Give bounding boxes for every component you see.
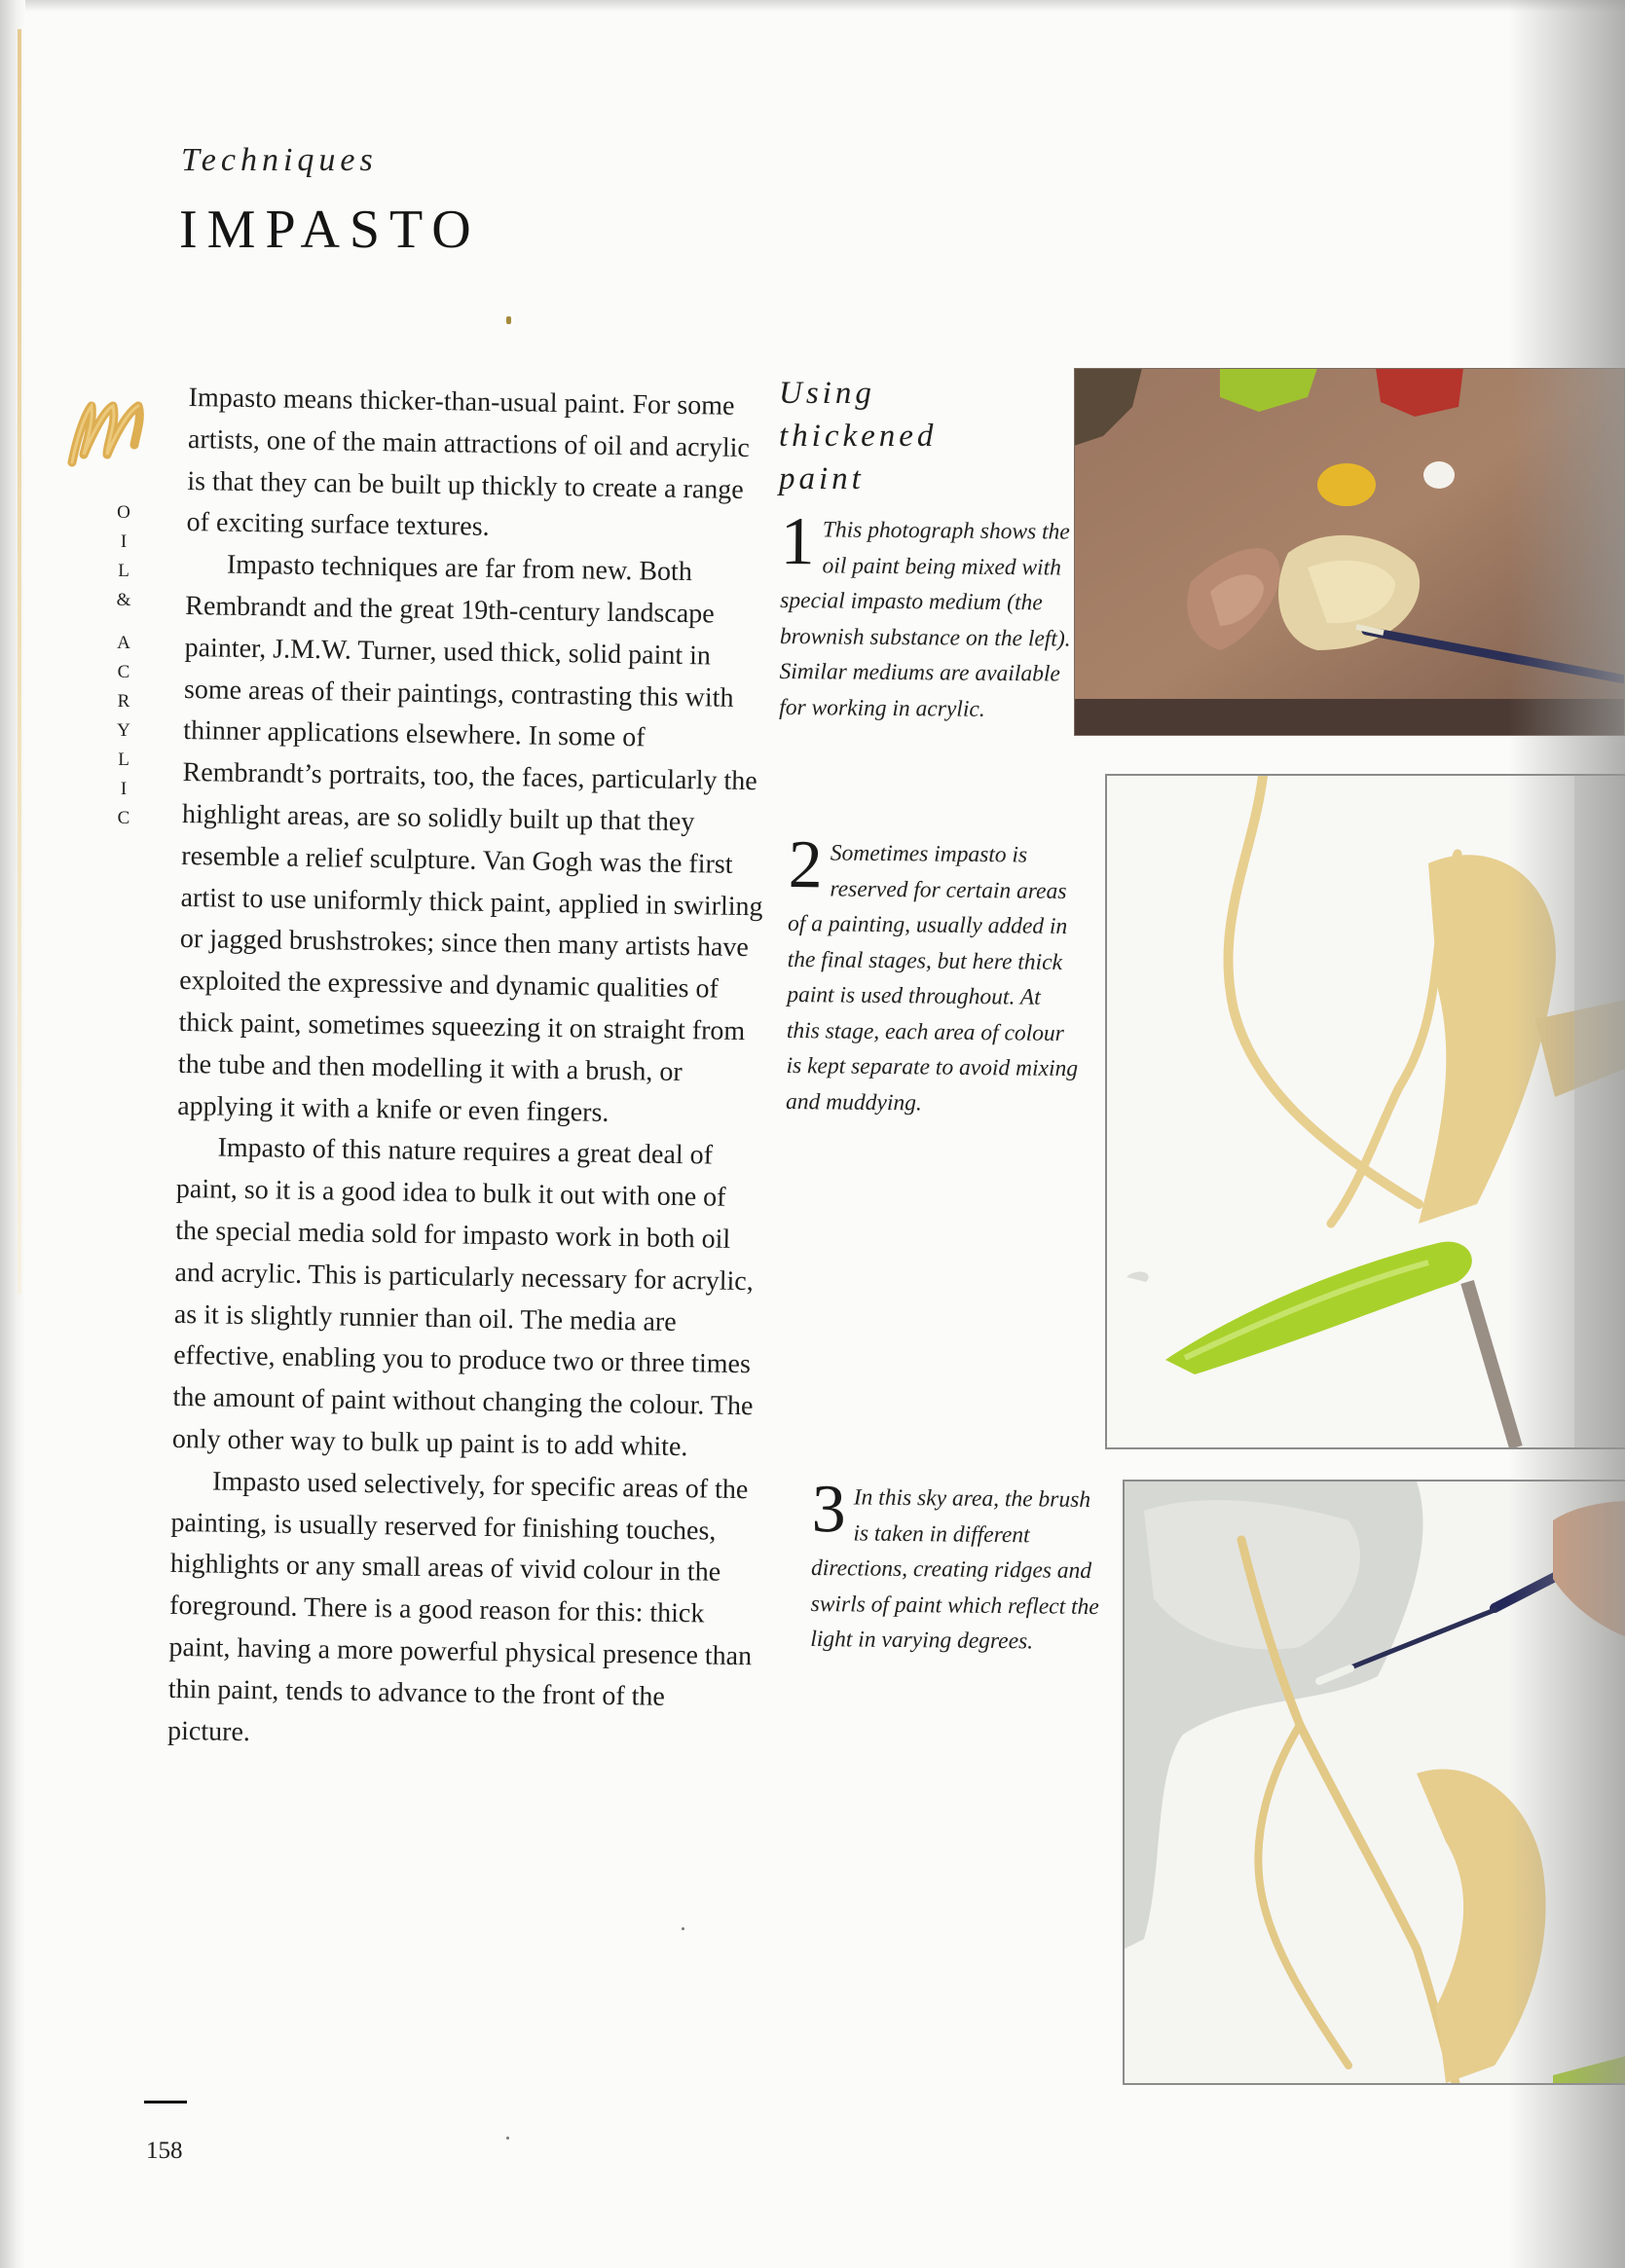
body-paragraph: Impasto used selectively, for specific areas of the painting, is usually reserved for finishing touches, highlights or any small areas of vivid colour in the foreground. There is a good reason for this: thick paint, having a more powerful physical presence than thin paint, tends to advance to the front of the picture. (166, 1466, 753, 1747)
page-title: IMPASTO (179, 200, 481, 260)
ink-speck (506, 316, 511, 324)
paper-speck (682, 1927, 684, 1930)
side-letter: C (117, 808, 130, 828)
step-number: 1 (780, 504, 816, 580)
step-text: In this sky area, the brush is taken in different directions, creating ridges and swirls of paint which reflect the light in varying degrees. (810, 1484, 1099, 1655)
page-number: 158 (146, 2138, 183, 2164)
side-letter: O (117, 502, 130, 523)
step-caption-1 (779, 504, 1073, 728)
side-letter: I (120, 779, 128, 799)
gilt-edge (18, 29, 21, 1295)
body-text (167, 378, 773, 1762)
sidebar-heading: Using thickened paint (779, 376, 938, 496)
brush-stroke-n-icon (64, 394, 158, 472)
running-head: Techniques (181, 142, 378, 178)
step-number: 3 (811, 1472, 847, 1548)
page-edge-left (0, 0, 25, 2268)
side-letter: C (117, 662, 130, 682)
page-edge-top (0, 0, 1625, 12)
body-paragraph: Impasto techniques are far from new. Both Rembrandt and the great 19th-century landscape painter, J.M.W. Turner, used thick, solid paint in some areas of their paintings, contrasting this with thinner applications elsewhere. In some of Rembrandt’s portraits, too, the faces, particularly the highlight areas, are so solidly built up that they resemble a relief sculpture. Van Gogh was the first artist to use uniformly thick paint, applied in swirling or jagged brushstrokes; since then many artists have exploited the expressive and dynamic qualities of thick paint, sometimes squeezing it on straight from the tube and then modelling it with a brush, or applying it with a knife or even fingers. (177, 549, 763, 1128)
step-text: This photograph shows the oil paint being mixed with special impasto medium (the brownish substance on the left). Similar mediums are available for working in acrylic. (779, 517, 1071, 722)
side-tab-oil-acrylic (109, 498, 138, 833)
step-caption-2 (785, 827, 1081, 1122)
side-letter: L (118, 750, 129, 770)
side-letter: & (116, 590, 131, 610)
side-letter: A (117, 633, 130, 653)
step-number: 2 (788, 827, 824, 903)
step-text: Sometimes impasto is reserved for certain areas of a painting, usually added in the final stages, but here thick paint is used throughout. At this stage, each area of colour is kept separate to avoid mixing and muddying. (785, 840, 1079, 1116)
side-letter: R (117, 691, 130, 712)
step-caption-3 (810, 1472, 1104, 1661)
footer-rule (144, 2101, 187, 2103)
page-gutter-shadow (1508, 0, 1625, 2268)
paper-speck (506, 2137, 509, 2140)
body-paragraph: Impasto means thicker-than-usual paint. For some artists, one of the main attractions of oil and acrylic is that they can be built up thickly to create a range of exciting surface textures. (186, 382, 751, 543)
body-paragraph: Impasto of this nature requires a great deal of paint, so it is a good idea to bulk it out with one of the special media sold for impasto work in both oil and acrylic. This is particularly necessary for acrylic, as it is slightly runnier than oil. The media are effective, enabling you to produce two or three times the amount of paint without changing the colour. The only other way to bulk up paint is to add white. (171, 1132, 754, 1463)
side-letter: I (120, 531, 128, 552)
side-letter: Y (117, 720, 130, 741)
side-letter: L (118, 561, 129, 581)
